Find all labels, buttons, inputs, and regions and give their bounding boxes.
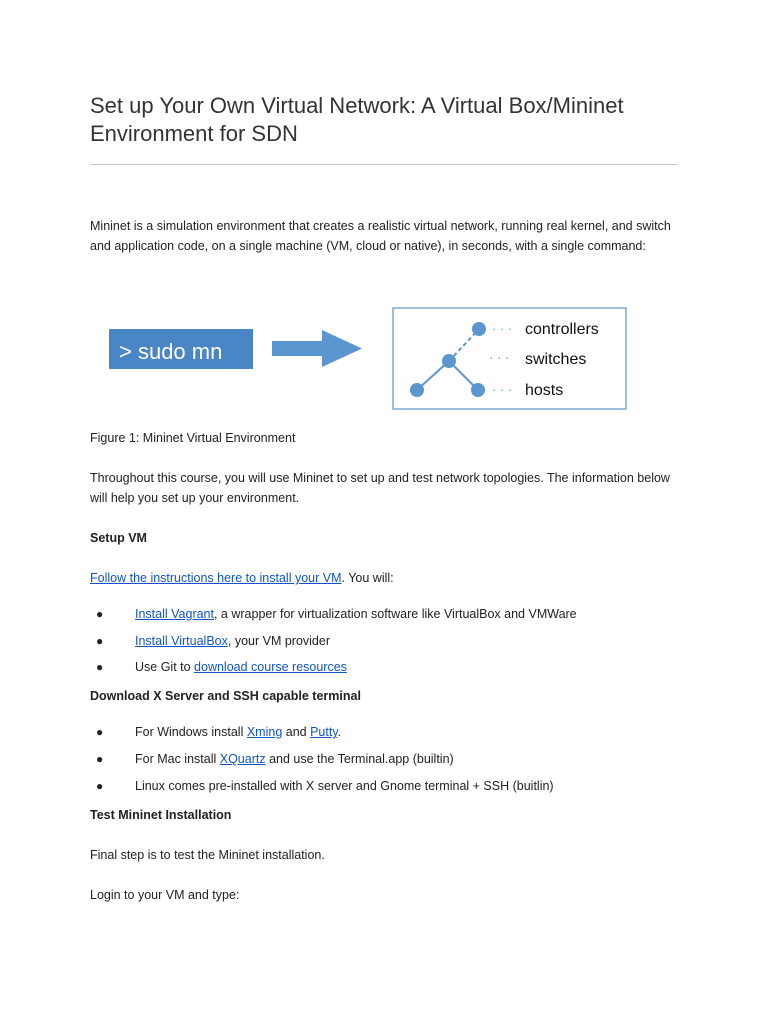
putty-link[interactable]: Putty bbox=[310, 725, 338, 739]
vm-instructions-link[interactable]: Follow the instructions here to install your VM bbox=[90, 571, 342, 585]
hosts-label: hosts bbox=[525, 382, 564, 399]
windows-prefix: For Windows install bbox=[135, 725, 247, 739]
bullet-icon: ● bbox=[96, 779, 104, 793]
bullet-icon: ● bbox=[96, 660, 104, 674]
final-step-text: Final step is to test the Mininet installation. bbox=[90, 848, 325, 862]
host-node-right bbox=[471, 383, 485, 397]
controllers-label: controllers bbox=[525, 321, 599, 338]
xquartz-link[interactable]: XQuartz bbox=[219, 752, 266, 766]
instructions-suffix: . You will: bbox=[341, 571, 394, 585]
bullet-icon: ● bbox=[96, 634, 104, 648]
login-text: Login to your VM and type: bbox=[90, 888, 240, 902]
mac-suffix: and use the Terminal.app (builtin) bbox=[265, 752, 454, 766]
virtualbox-description: , your VM provider bbox=[227, 634, 330, 648]
intro-paragraph: Mininet is a simulation environment that creates a realistic virtual network, running real kernel, and switch and application code, on a single machine (VM, cloud or native), in seconds, with a single command: bbox=[90, 219, 671, 253]
right-arrow-icon bbox=[272, 330, 362, 367]
page-title: Set up Your Own Virtual Network: A Virtual Box/Mininet Environment for SDN bbox=[90, 93, 624, 146]
switches-dots: · · · bbox=[489, 350, 510, 365]
instructions-line bbox=[90, 568, 680, 588]
controllers-dots: · · · bbox=[492, 321, 513, 336]
mininet-figure bbox=[0, 0, 768, 430]
host-node-left bbox=[410, 383, 424, 397]
mac-prefix: For Mac install bbox=[135, 752, 220, 766]
install-vagrant-link[interactable]: Install Vagrant bbox=[135, 607, 214, 621]
windows-suffix: . bbox=[337, 725, 342, 739]
git-prefix: Use Git to bbox=[135, 660, 195, 674]
bullet-icon: ● bbox=[96, 752, 104, 766]
linux-text: Linux comes pre-installed with X server and Gnome terminal + SSH (buitlin) bbox=[135, 779, 554, 793]
install-virtualbox-link[interactable]: Install VirtualBox bbox=[135, 634, 228, 648]
download-course-resources-link[interactable]: download course resources bbox=[194, 660, 347, 674]
hosts-dots: · · · bbox=[492, 382, 513, 397]
windows-mid: and bbox=[282, 725, 311, 739]
xming-link[interactable]: Xming bbox=[246, 725, 283, 739]
command-text: > sudo mn bbox=[119, 339, 223, 364]
switch-node bbox=[442, 354, 456, 368]
switches-label: switches bbox=[525, 351, 587, 368]
setup-vm-heading: Setup VM bbox=[90, 531, 147, 545]
bullet-icon: ● bbox=[96, 725, 104, 739]
vagrant-description: , a wrapper for virtualization software like VirtualBox and VMWare bbox=[213, 607, 577, 621]
xserver-heading: Download X Server and SSH capable terminal bbox=[90, 689, 361, 703]
bullet-icon: ● bbox=[96, 607, 104, 621]
test-heading: Test Mininet Installation bbox=[90, 808, 232, 822]
figure-caption: Figure 1: Mininet Virtual Environment bbox=[90, 431, 296, 445]
controller-node bbox=[472, 322, 486, 336]
course-paragraph: Throughout this course, you will use Mininet to set up and test network topologies. The information below will help you set up your environment. bbox=[90, 471, 670, 505]
